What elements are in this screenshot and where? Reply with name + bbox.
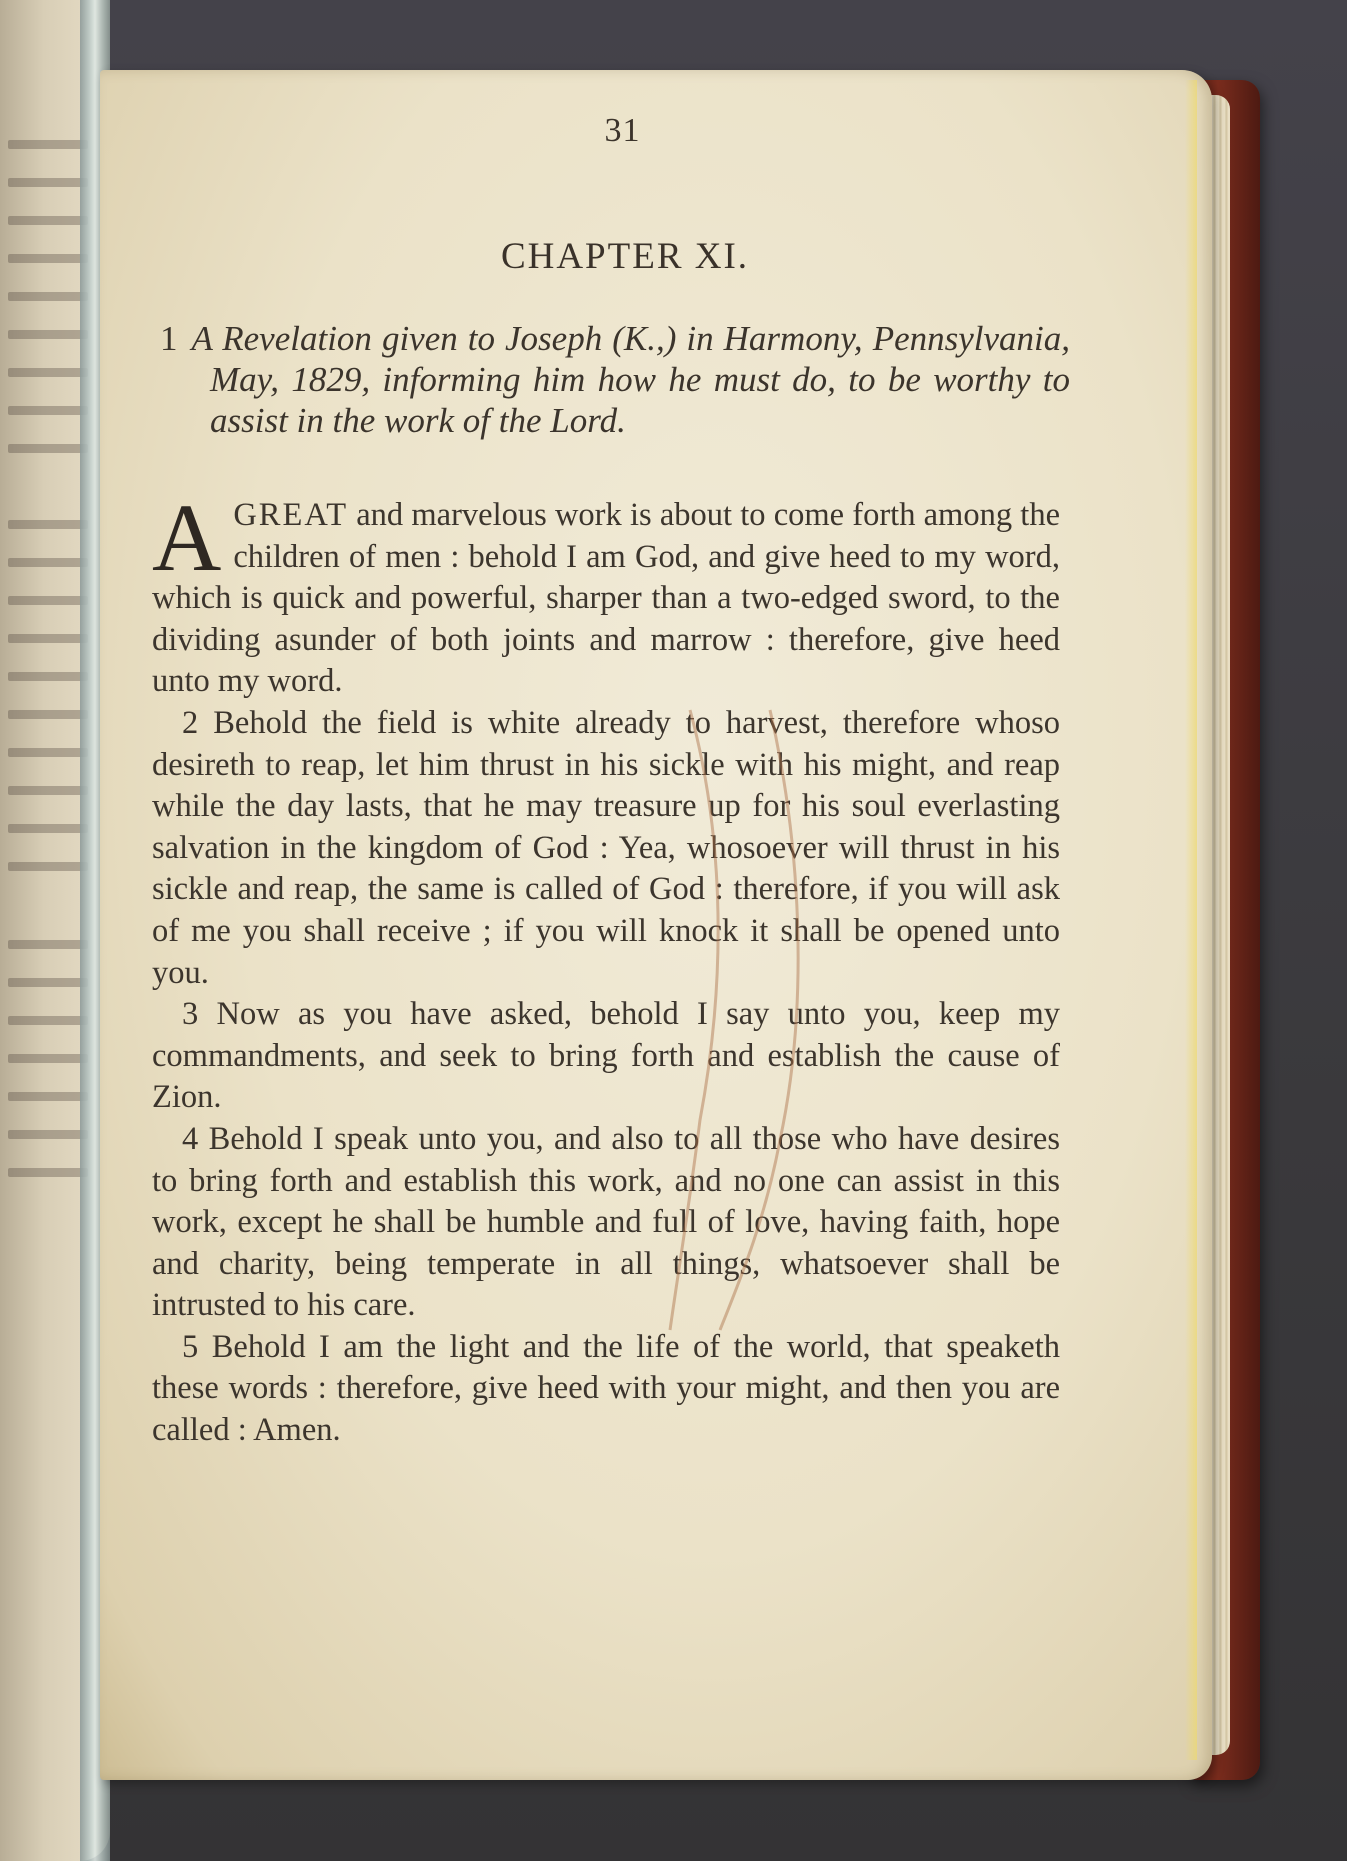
verse-5: [152, 1327, 1060, 1452]
verse-5-number: 5: [182, 1328, 199, 1365]
verse-1: [152, 484, 1060, 703]
chapter-heading: [160, 318, 1070, 441]
verse-2-number: 2: [182, 704, 199, 741]
heading-number: 1: [160, 319, 178, 358]
verse-3-text: Now as you have asked, behold I say unto you, keep my commandments, and seek to bring forth and establish the cause of Zion.: [152, 996, 1061, 1116]
verse-2-text: Behold the field is white already to harvest, therefore whoso desireth to reap, let him thrust in his sickle with his might, and reap while the day lasts, that he may treasure up for his soul everlasting salvation in the kingdom of God : Yea, whosoever will thrust in his sickle and reap, the same is called of God : therefore, if you will ask of me you shall receive ; if you will knock it shall be opened unto you.: [152, 704, 1060, 991]
verse-5-text: Behold I am the light and the life of the world, that speaketh these words : therefore, give heed with your might, and then you are called : Amen.: [152, 1328, 1061, 1449]
verse-2: [152, 703, 1060, 994]
verse-3: [152, 994, 1060, 1119]
verse-4-text: Behold I speak unto you, and also to all those who have desires to bring forth and establish this work, and no one can assist in this work, except he shall be humble and full of love, having faith, hope and charity, being temperate in all things, whatsoever shall be intrusted to his care.: [152, 1120, 1060, 1324]
page-number: 31: [604, 112, 641, 149]
verse-4: [152, 1119, 1060, 1327]
heading-text: A Revelation given to Joseph (K.,) in Harmony, Pennsylvania, May, 1829, informing him how he must do, to be worthy to assist in the work of the Lord.: [191, 319, 1070, 440]
drop-cap: A: [152, 484, 222, 591]
verse-1-text: and marvelous work is about to come forth among the children of men : behold I am God, and give heed to my word, which is quick and powerful, sharper than a two-edged sword, to the dividing asunder of both joints and marrow : therefore, give heed unto my word.: [152, 497, 1060, 700]
verse-3-number: 3: [182, 996, 199, 1033]
verse-1-lead: GREAT: [233, 497, 349, 533]
chapter-title: CHAPTER XI.: [500, 236, 750, 277]
page-edge-tint: [1185, 80, 1197, 1760]
verse-4-number: 4: [182, 1120, 199, 1157]
verses: [152, 484, 1061, 1452]
